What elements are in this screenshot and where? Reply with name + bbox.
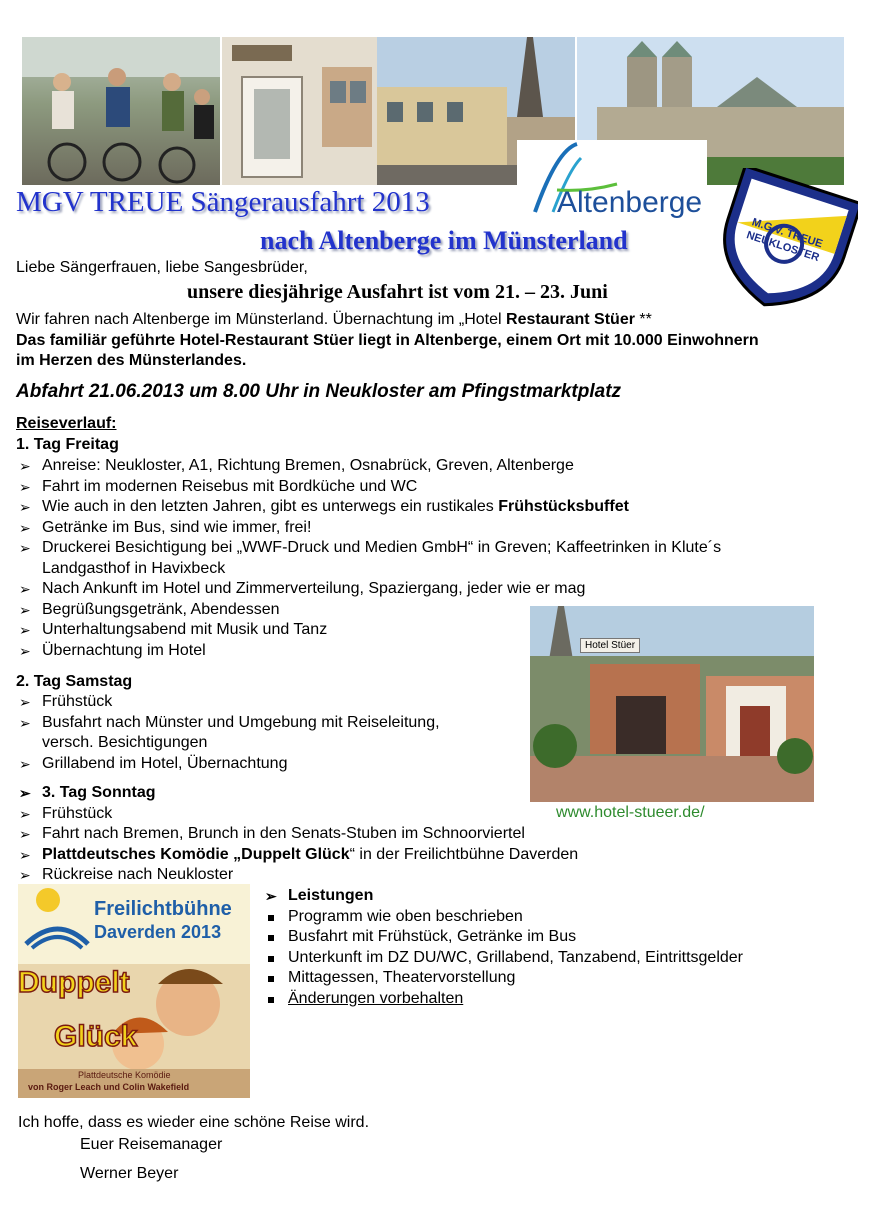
day3-title: 3. Tag Sonntag bbox=[42, 784, 156, 801]
arrow-bullet-icon: ➢ bbox=[19, 519, 31, 536]
arrow-bullet-icon: ➢ bbox=[19, 846, 31, 863]
leistungen-list bbox=[262, 886, 743, 1009]
intro-line-1-a: Wir fahren nach Altenberge im Münsterland. Übernachtung im „Hotel bbox=[16, 311, 507, 328]
list-item bbox=[16, 845, 578, 866]
list-item-text: Wie auch in den letzten Jahren, gibt es unterwegs ein rustikales bbox=[42, 498, 499, 515]
day3-list bbox=[16, 783, 578, 886]
list-item bbox=[262, 968, 743, 989]
list-item bbox=[262, 927, 743, 948]
poster-line-1: Freilichtbühne bbox=[94, 898, 232, 920]
day2-list bbox=[16, 692, 440, 774]
arrow-bullet-icon: ➢ bbox=[265, 888, 277, 904]
list-item-text: Grillabend im Hotel, Übernachtung bbox=[42, 754, 288, 772]
list-item-text: Nach Ankunft im Hotel und Zimmerverteilung, Spaziergang, jeder wie er mag bbox=[42, 580, 586, 597]
list-item bbox=[262, 907, 743, 928]
page-title: MGV TREUE Sängerausfahrt 2013 bbox=[16, 186, 430, 218]
list-item-text: versch. Besichtigungen bbox=[42, 734, 208, 751]
poster-word-1: Duppelt bbox=[18, 966, 130, 999]
dates-heading: unsere diesjährige Ausfahrt ist vom 21. – 23. Juni bbox=[187, 281, 608, 303]
intro-hotel-name: Restaurant Stüer bbox=[506, 311, 635, 328]
greeting: Liebe Sängerfrauen, liebe Sangesbrüder, bbox=[16, 259, 308, 276]
closing-signoff: Euer Reisemanager bbox=[80, 1136, 223, 1153]
cyclists-photo bbox=[22, 37, 220, 185]
intro-line-1 bbox=[16, 310, 652, 330]
list-item-text: Busfahrt mit Frühstück, Getränke im Bus bbox=[288, 928, 577, 945]
square-bullet-icon bbox=[268, 976, 274, 982]
list-item bbox=[16, 754, 440, 775]
square-bullet-icon bbox=[268, 997, 274, 1003]
list-item bbox=[262, 948, 743, 969]
list-item bbox=[16, 538, 721, 559]
list-item bbox=[16, 518, 721, 539]
list-item-text: Anreise: Neukloster, A1, Richtung Bremen, Osnabrück, Greven, Altenberge bbox=[42, 457, 574, 474]
poster-sub-1: Plattdeutsche Komödie bbox=[78, 1070, 171, 1080]
list-item-bold: Plattdeutsches Komödie „Duppelt Glück bbox=[42, 845, 350, 863]
list-item-text: Änderungen vorbehalten bbox=[288, 989, 464, 1007]
arrow-bullet-icon: ➢ bbox=[19, 755, 31, 772]
hotel-website-link[interactable]: www.hotel-stueer.de/ bbox=[556, 804, 705, 821]
closing-name: Werner Beyer bbox=[80, 1165, 179, 1182]
page-subtitle: nach Altenberge im Münsterland bbox=[260, 226, 628, 255]
arrow-bullet-icon: ➢ bbox=[19, 642, 31, 659]
arrow-bullet-icon: ➢ bbox=[19, 867, 31, 883]
list-item bbox=[16, 713, 440, 734]
list-item-text: Landgasthof in Havixbeck bbox=[42, 559, 226, 577]
arrow-bullet-icon: ➢ bbox=[19, 581, 31, 597]
list-item-continuation bbox=[16, 733, 440, 754]
arrow-bullet-icon: ➢ bbox=[19, 805, 31, 822]
club-badge bbox=[712, 168, 858, 314]
theater-poster bbox=[18, 884, 250, 1098]
list-item bbox=[16, 456, 721, 477]
list-item-text: Mittagessen, Theatervorstellung bbox=[288, 969, 516, 986]
poster-sub-2: von Roger Leach und Colin Wakefield bbox=[28, 1082, 190, 1092]
list-item-text: Rückreise nach Neukloster bbox=[42, 866, 234, 883]
list-item-text: Fahrt nach Bremen, Brunch in den Senats-Stuben im Schnoorviertel bbox=[42, 825, 525, 842]
arrow-bullet-icon: ➢ bbox=[19, 499, 31, 515]
list-item bbox=[262, 989, 743, 1010]
leistungen-title: Leistungen bbox=[288, 887, 374, 904]
square-bullet-icon bbox=[268, 956, 274, 962]
poster-line-2: Daverden 2013 bbox=[94, 922, 222, 942]
list-item-text: Unterhaltungsabend mit Musik und Tanz bbox=[42, 621, 328, 638]
intro-line-1-c: ** bbox=[634, 311, 652, 328]
list-item bbox=[16, 477, 721, 498]
poster-word-2: Glück bbox=[54, 1020, 138, 1053]
closing-line: Ich hoffe, dass es wieder eine schöne Reise wird. bbox=[18, 1114, 370, 1131]
arrow-bullet-icon: ➢ bbox=[19, 694, 31, 710]
list-item-text: Begrüßungsgetränk, Abendessen bbox=[42, 600, 280, 618]
list-item bbox=[16, 804, 578, 825]
list-item-text: Getränke im Bus, sind wie immer, frei! bbox=[42, 518, 312, 536]
day2-title: 2. Tag Samstag bbox=[16, 673, 133, 690]
list-item-text: Drucker​ei Besichtigung bei „WWF-Druck und Medien GmbH“ in Greven; Kaffeetrinken in Klute´s bbox=[42, 539, 722, 556]
list-item-text: Programm wie oben beschrieben bbox=[288, 907, 523, 925]
departure-line: Abfahrt 21.06.2013 um 8.00 Uhr in Neukloster am Pfingstmarktplatz bbox=[16, 381, 622, 402]
day1-title: 1. Tag Freitag bbox=[16, 436, 119, 453]
restaurant-facade-photo bbox=[222, 37, 377, 185]
arrow-bullet-icon: ➢ bbox=[19, 540, 31, 556]
list-item bbox=[262, 886, 743, 907]
list-item bbox=[16, 579, 721, 600]
list-item-text: “ in der Freilichtbühne Daverden bbox=[349, 845, 579, 863]
club-badge-text: M.G.V. TREUE NEUKLOSTER bbox=[744, 216, 824, 265]
list-item-text: Frühstück bbox=[42, 693, 113, 710]
arrow-bullet-icon: ➢ bbox=[19, 714, 31, 731]
arrow-bullet-icon: ➢ bbox=[19, 601, 31, 618]
list-item-text: Übernachtung im Hotel bbox=[42, 641, 206, 659]
arrow-bullet-icon: ➢ bbox=[19, 826, 31, 842]
hotel-sign: Hotel Stüer bbox=[580, 638, 640, 653]
list-item bbox=[16, 692, 440, 713]
list-item-text: Busfahrt nach Münster und Umgebung mit Reiseleitung, bbox=[42, 713, 440, 731]
list-item-text: Fahrt im modernen Reisebus mit Bordküche und WC bbox=[42, 477, 418, 495]
arrow-bullet-icon: ➢ bbox=[19, 785, 31, 801]
square-bullet-icon bbox=[268, 915, 274, 921]
arrow-bullet-icon: ➢ bbox=[19, 478, 31, 495]
list-item bbox=[16, 783, 578, 804]
list-item-continuation bbox=[16, 559, 721, 580]
list-item-bold: Frühstücksbuffet bbox=[498, 498, 629, 515]
list-item bbox=[16, 865, 578, 886]
list-item bbox=[16, 497, 721, 518]
intro-line-3: im Herzen des Münsterlandes. bbox=[16, 352, 247, 369]
altenberge-logo bbox=[517, 140, 707, 226]
arrow-bullet-icon: ➢ bbox=[19, 458, 31, 474]
list-item-text: Frühstück bbox=[42, 804, 113, 822]
list-item-text: Unterkunft im DZ DU/WC, Grillabend, Tanzabend, Eintrittsgelder bbox=[288, 948, 743, 966]
hotel-photo bbox=[530, 606, 814, 802]
itinerary-heading: Reiseverlauf: bbox=[16, 415, 117, 432]
list-item bbox=[16, 824, 578, 845]
arrow-bullet-icon: ➢ bbox=[19, 622, 31, 638]
altenberge-logo-text: Altenberge bbox=[557, 186, 703, 219]
intro-line-2: Das familiär geführte Hotel-Restaurant Stüer liegt in Altenberge, einem Ort mit 10.000 Einwohnern bbox=[16, 332, 759, 349]
square-bullet-icon bbox=[268, 935, 274, 941]
